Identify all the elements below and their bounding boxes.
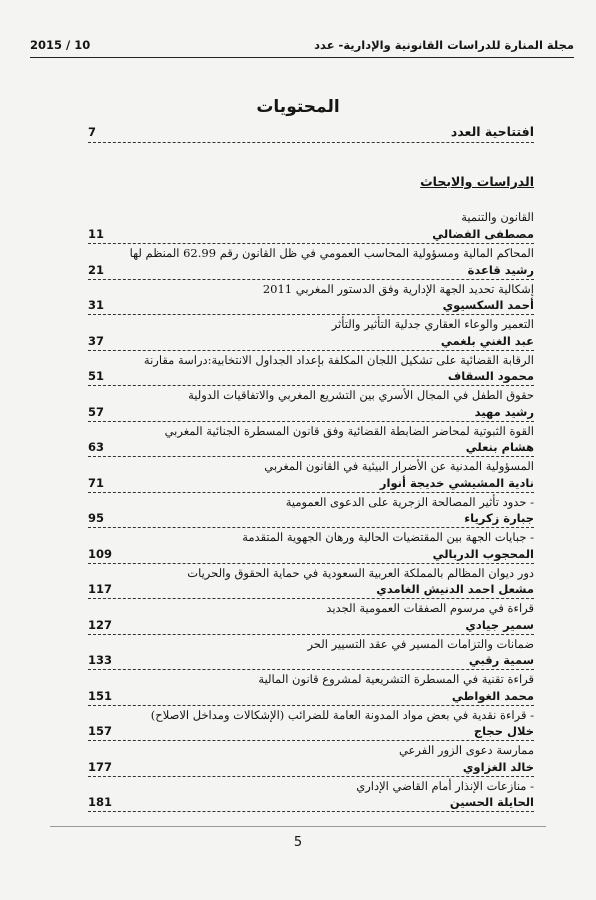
bottom-rule <box>50 826 546 827</box>
author-page: 21 <box>88 262 105 277</box>
topic-title: - حدود تأثير المصالحة الزجرية على الدعوى العمومية <box>285 494 534 509</box>
group-heading: القانون والتنمية <box>461 210 534 224</box>
topic-title: قراءة في مرسوم الصفقات العمومية الجديد <box>326 601 534 615</box>
intro-label: افتتاحية العدد <box>450 124 534 139</box>
author-name: مصطفى الفضالي <box>432 227 534 241</box>
toc-author-row <box>0 473 596 493</box>
toc-author-row <box>0 366 596 386</box>
toc-author-row <box>0 295 596 315</box>
section-heading: الدراسات والابحاث <box>420 174 534 189</box>
author-page: 95 <box>88 511 105 525</box>
topic-title: المسؤولية المدنية عن الأضرار البيئية في القانون المغربي <box>264 459 534 473</box>
author-page: 63 <box>88 440 105 454</box>
author-name: خالد الغزاوي <box>462 759 534 774</box>
toc-author-row <box>0 402 596 422</box>
topic-title: دور ديوان المظالم بالمملكة العربية السعودية في حماية الحقوق والحريات <box>187 565 534 580</box>
page-number: 5 <box>293 835 303 850</box>
intro-page: 7 <box>88 125 97 139</box>
running-header <box>30 38 574 56</box>
author-name: الحايلة الحسين <box>449 795 534 809</box>
author-page: 151 <box>88 688 113 703</box>
intro-entry <box>0 122 596 142</box>
topic-title: حقوق الطفل في المجال الأسري بين التشريع المغربي والاتفاقيات الدولية <box>188 388 534 402</box>
toc-author-row <box>0 508 596 528</box>
topic-title: - قراءة نقدية في بعض مواد المدونة العامة للضرائب (الإشكالات ومداخل الاصلاح) <box>150 707 534 722</box>
author-name: سمير جيادي <box>465 617 534 632</box>
toc-author-row <box>0 757 596 777</box>
topic-title: القوة الثبوتية لمحاضر الضابطة القضائية وفق قانون المسطرة الجنائية المغربي <box>164 423 534 438</box>
header-rule <box>30 57 574 58</box>
toc-author-row <box>0 224 596 244</box>
toc-author-row <box>0 544 596 564</box>
author-name: المحجوب الدربالي <box>432 546 534 561</box>
author-page: 127 <box>88 617 113 632</box>
author-page: 51 <box>88 369 105 383</box>
author-name: عبد الغني بلغمي <box>440 333 534 348</box>
topic-title: ممارسة دعوى الزور الفرعي <box>398 743 534 757</box>
toc-author-row <box>0 331 596 351</box>
author-page: 133 <box>88 653 113 667</box>
topic-title: المحاكم المالية ومسؤولية المحاسب العمومي في ظل القانون رقم 62.99 المنظم لها <box>129 246 534 260</box>
toc-author-row <box>0 260 596 280</box>
topic-title: قراءة تقنية في المسطرة التشريعية لمشروع قانون المالية <box>258 672 534 686</box>
toc-author-row <box>0 579 596 599</box>
topic-title: إشكالية تحديد الجهة الإدارية وفق الدستور المغربي 2011 <box>262 281 534 296</box>
author-name: مشعل احمد الدنيش الغامدي <box>376 582 534 596</box>
author-name: أحمد السكسيوي <box>442 298 534 312</box>
journal-name: مجلة المنارة للدراسات القانونية والإدارية- عدد <box>314 38 574 52</box>
dotted-leader <box>88 811 534 812</box>
author-name: سمية رقبي <box>468 653 534 667</box>
author-page: 57 <box>88 404 105 419</box>
toc-author-row <box>0 437 596 457</box>
author-page: 157 <box>88 724 113 738</box>
intro-rule <box>88 142 534 143</box>
issue-number: 2015 / 10 <box>30 38 91 52</box>
topic-title: الرقابة القضائية على تشكيل اللجان المكلفة بإعداد الجداول الانتخابية:دراسة مقارنة <box>143 352 534 367</box>
author-name: نادية المشيشي خديجة أنوار <box>379 475 534 490</box>
author-name: رشيد قاعدة <box>467 262 534 277</box>
author-page: 181 <box>88 795 113 809</box>
author-name: خلال حجاج <box>473 724 534 738</box>
toc-author-row <box>0 686 596 706</box>
author-page: 31 <box>88 298 105 312</box>
toc-author-row <box>0 792 596 812</box>
author-name: جبارة زكرياء <box>464 511 534 525</box>
toc-author-row <box>0 615 596 635</box>
author-name: هشام بنعلي <box>465 440 534 454</box>
toc-author-row <box>0 721 596 741</box>
author-page: 117 <box>88 582 113 596</box>
author-page: 71 <box>88 475 105 490</box>
topic-title: التعمير والوعاء العقاري جدلية التأثير والتأثر <box>331 317 534 331</box>
topic-title: ضمانات والتزامات المسير في عقد التسيير الحر <box>307 636 534 651</box>
author-page: 37 <box>88 333 105 348</box>
topic-title: - جبايات الجهة بين المقتضيات الحالية ورهان الجهوية المتقدمة <box>242 530 534 544</box>
page-title: المحتويات <box>256 97 340 117</box>
author-page: 109 <box>88 546 113 561</box>
topic-title: - منازعات الإنذار أمام القاضي الإداري <box>356 778 534 793</box>
author-name: رشيد مهيد <box>474 404 534 419</box>
author-name: محمود السقاف <box>447 369 534 383</box>
author-name: محمد الغواطي <box>451 688 534 703</box>
toc-author-row <box>0 650 596 670</box>
author-page: 177 <box>88 759 113 774</box>
author-page: 11 <box>88 227 105 241</box>
